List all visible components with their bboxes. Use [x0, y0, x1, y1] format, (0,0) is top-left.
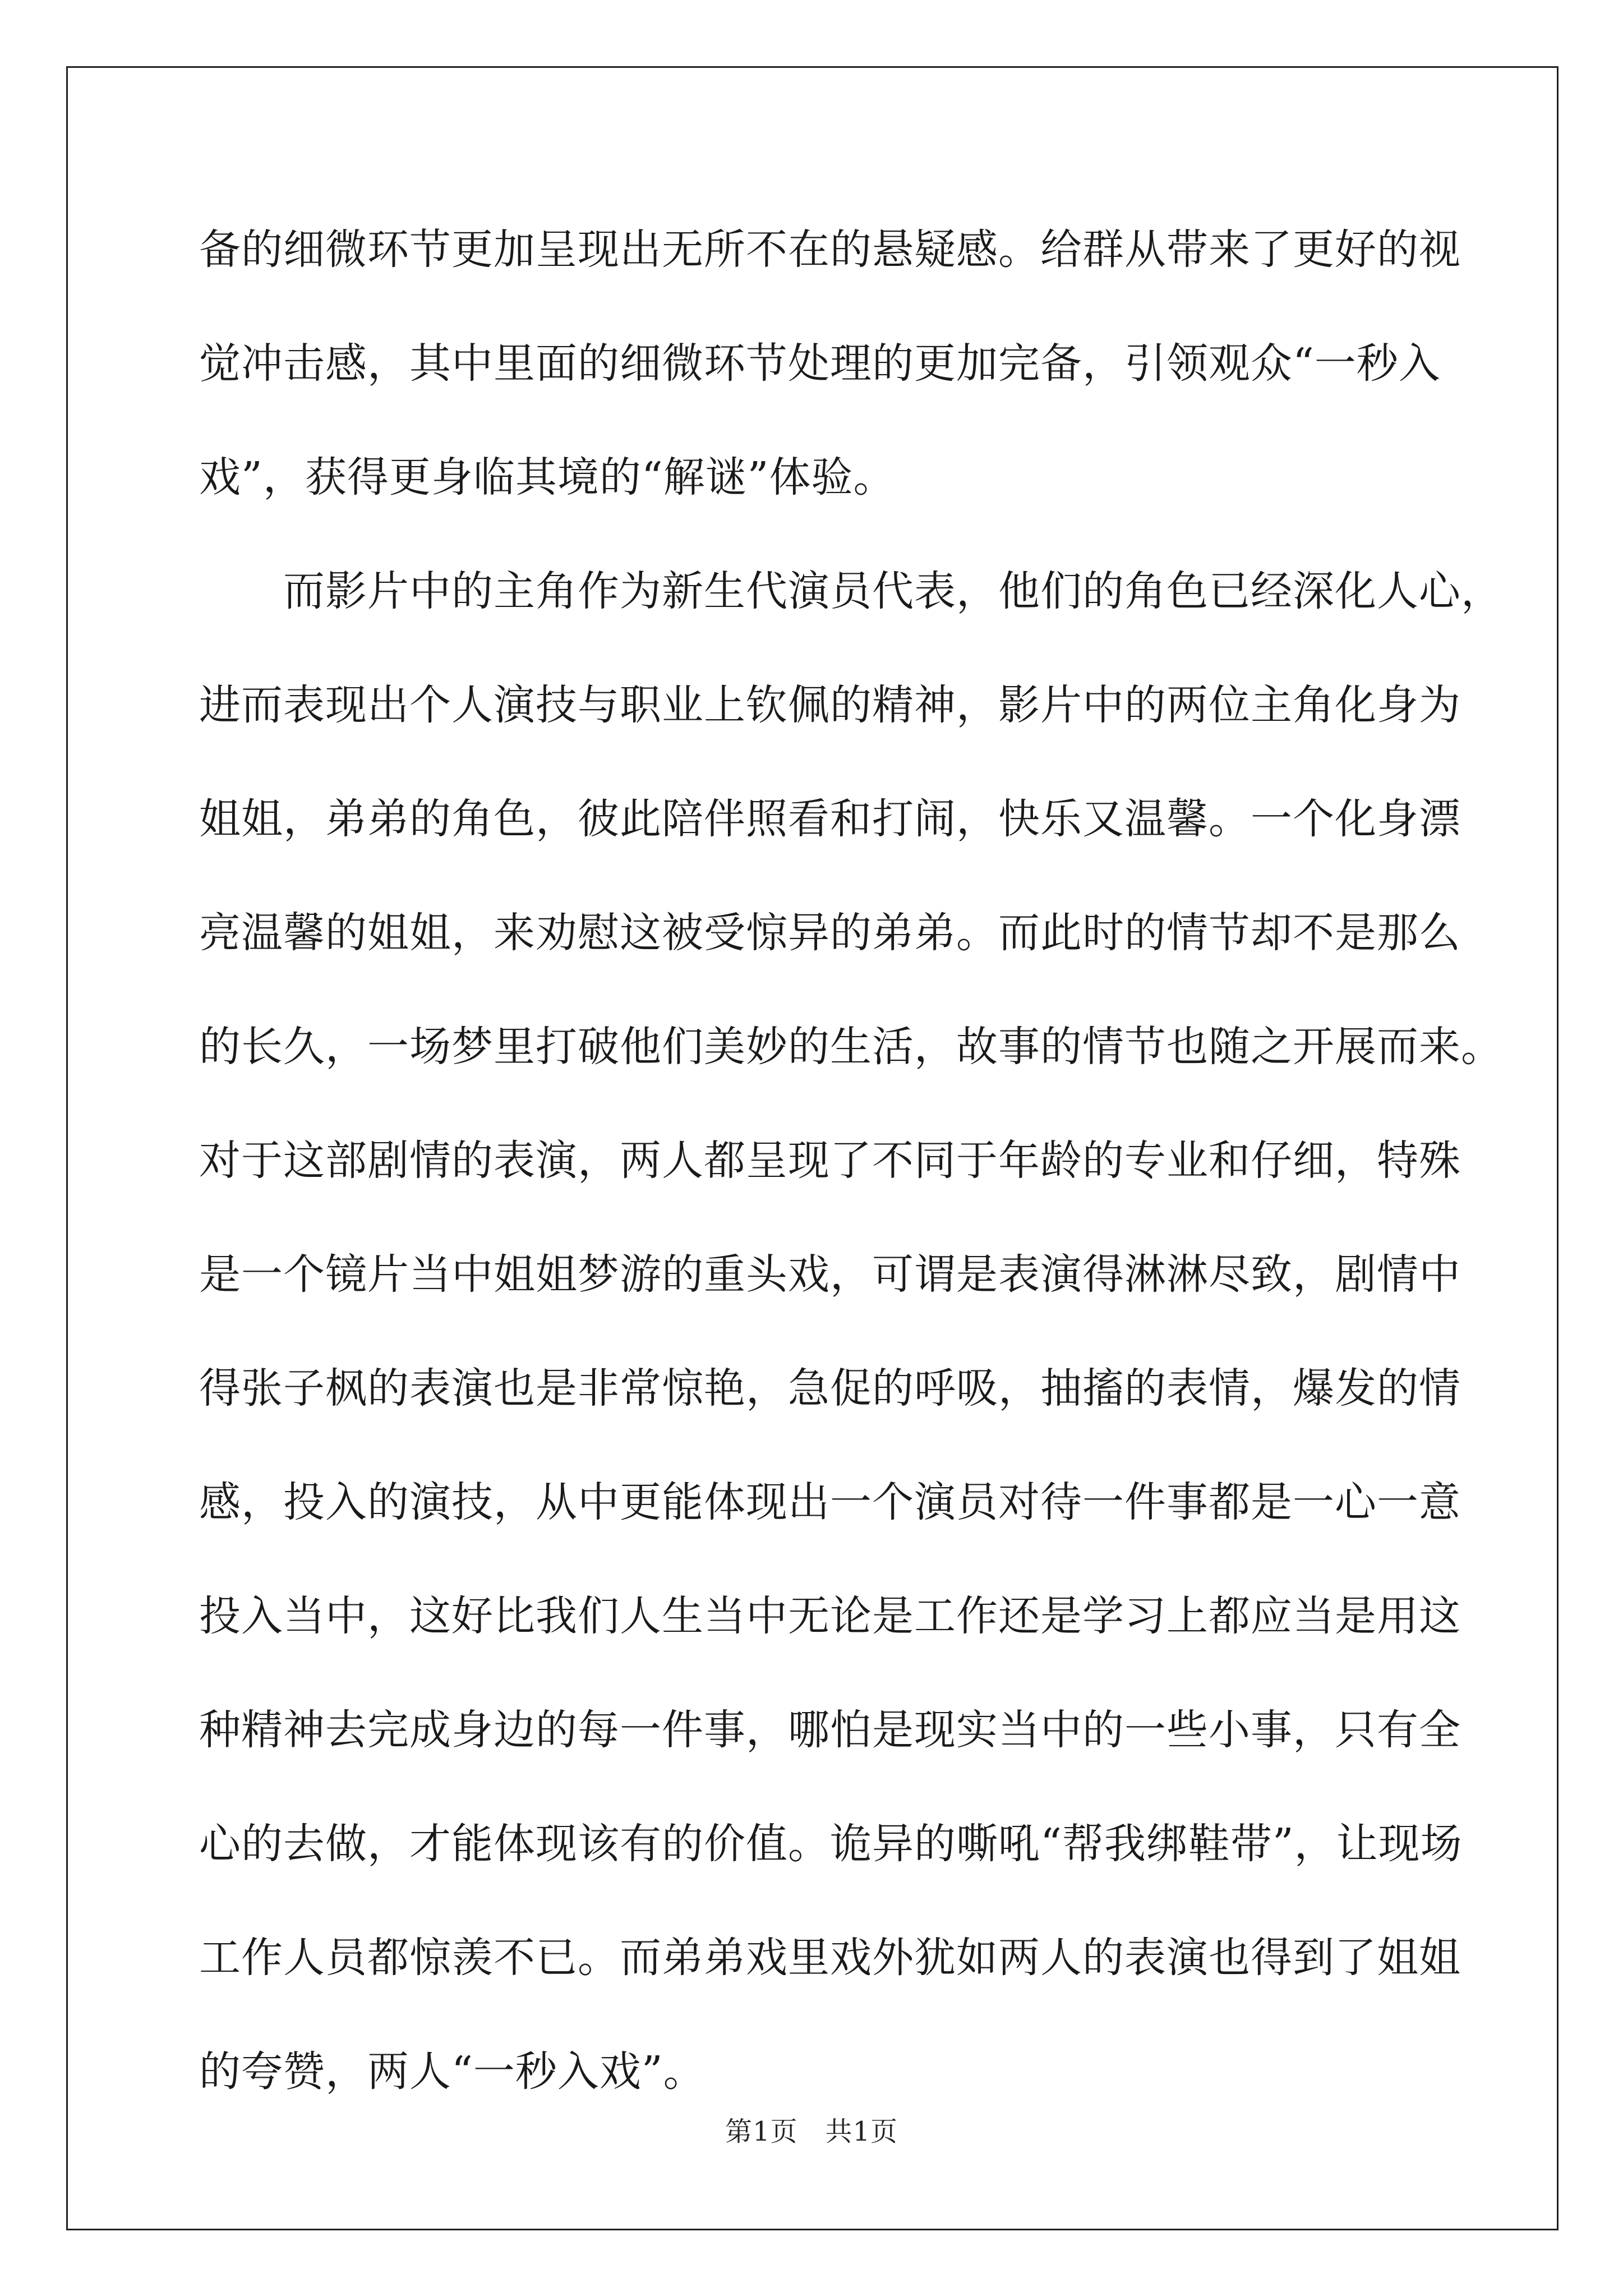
text-line-2: 觉冲击感，其中里面的细微环节处理的更加完备，引领观众“一秒入 — [199, 339, 1441, 388]
page-number-footer: 第1页 共1页 — [725, 2116, 898, 2147]
text-line-4: 而影片中的主角作为新生代演员代表，他们的角色已经深化人心， — [199, 567, 1503, 615]
text-line-17: 的夸赞，两人“一秒入戏”。 — [199, 2047, 706, 2096]
text-line-16: 工作人员都惊羡不已。而弟弟戏里戏外犹如两人的表演也得到了姐姐 — [199, 1934, 1461, 1982]
text-line-15: 心的去做，才能体现该有的价值。诡异的嘶吼“帮我绑鞋带”，让现场 — [199, 1820, 1463, 1868]
text-line-8: 的长久，一场梦里打破他们美妙的生活，故事的情节也随之开展而来。 — [199, 1023, 1503, 1071]
text-line-9: 对于这部剧情的表演，两人都呈现了不同于年龄的专业和仔细，特殊 — [199, 1137, 1461, 1185]
text-line-10: 是一个镜片当中姐姐梦游的重头戏，可谓是表演得淋淋尽致，剧情中 — [199, 1250, 1461, 1299]
text-line-5: 进而表现出个人演技与职业上钦佩的精神，影片中的两位主角化身为 — [199, 681, 1461, 729]
text-line-3: 戏”，获得更身临其境的“解谜”体验。 — [199, 453, 896, 501]
text-line-13: 投入当中，这好比我们人生当中无论是工作还是学习上都应当是用这 — [199, 1592, 1461, 1640]
text-line-11: 得张子枫的表演也是非常惊艳，急促的呼吸，抽搐的表情，爆发的情 — [199, 1364, 1461, 1412]
text-line-6: 姐姐，弟弟的角色，彼此陪伴照看和打闹，快乐又温馨。一个化身漂 — [199, 795, 1461, 843]
text-line-12: 感，投入的演技，从中更能体现出一个演员对待一件事都是一心一意 — [199, 1478, 1461, 1526]
text-line-7: 亮温馨的姐姐，来劝慰这被受惊异的弟弟。而此时的情节却不是那么 — [199, 909, 1461, 957]
text-line-14: 种精神去完成身边的每一件事，哪怕是现实当中的一些小事，只有全 — [199, 1706, 1461, 1754]
text-line-1: 备的细微环节更加呈现出无所不在的悬疑感。给群从带来了更好的视 — [199, 226, 1461, 274]
body-text — [199, 219, 1503, 2155]
